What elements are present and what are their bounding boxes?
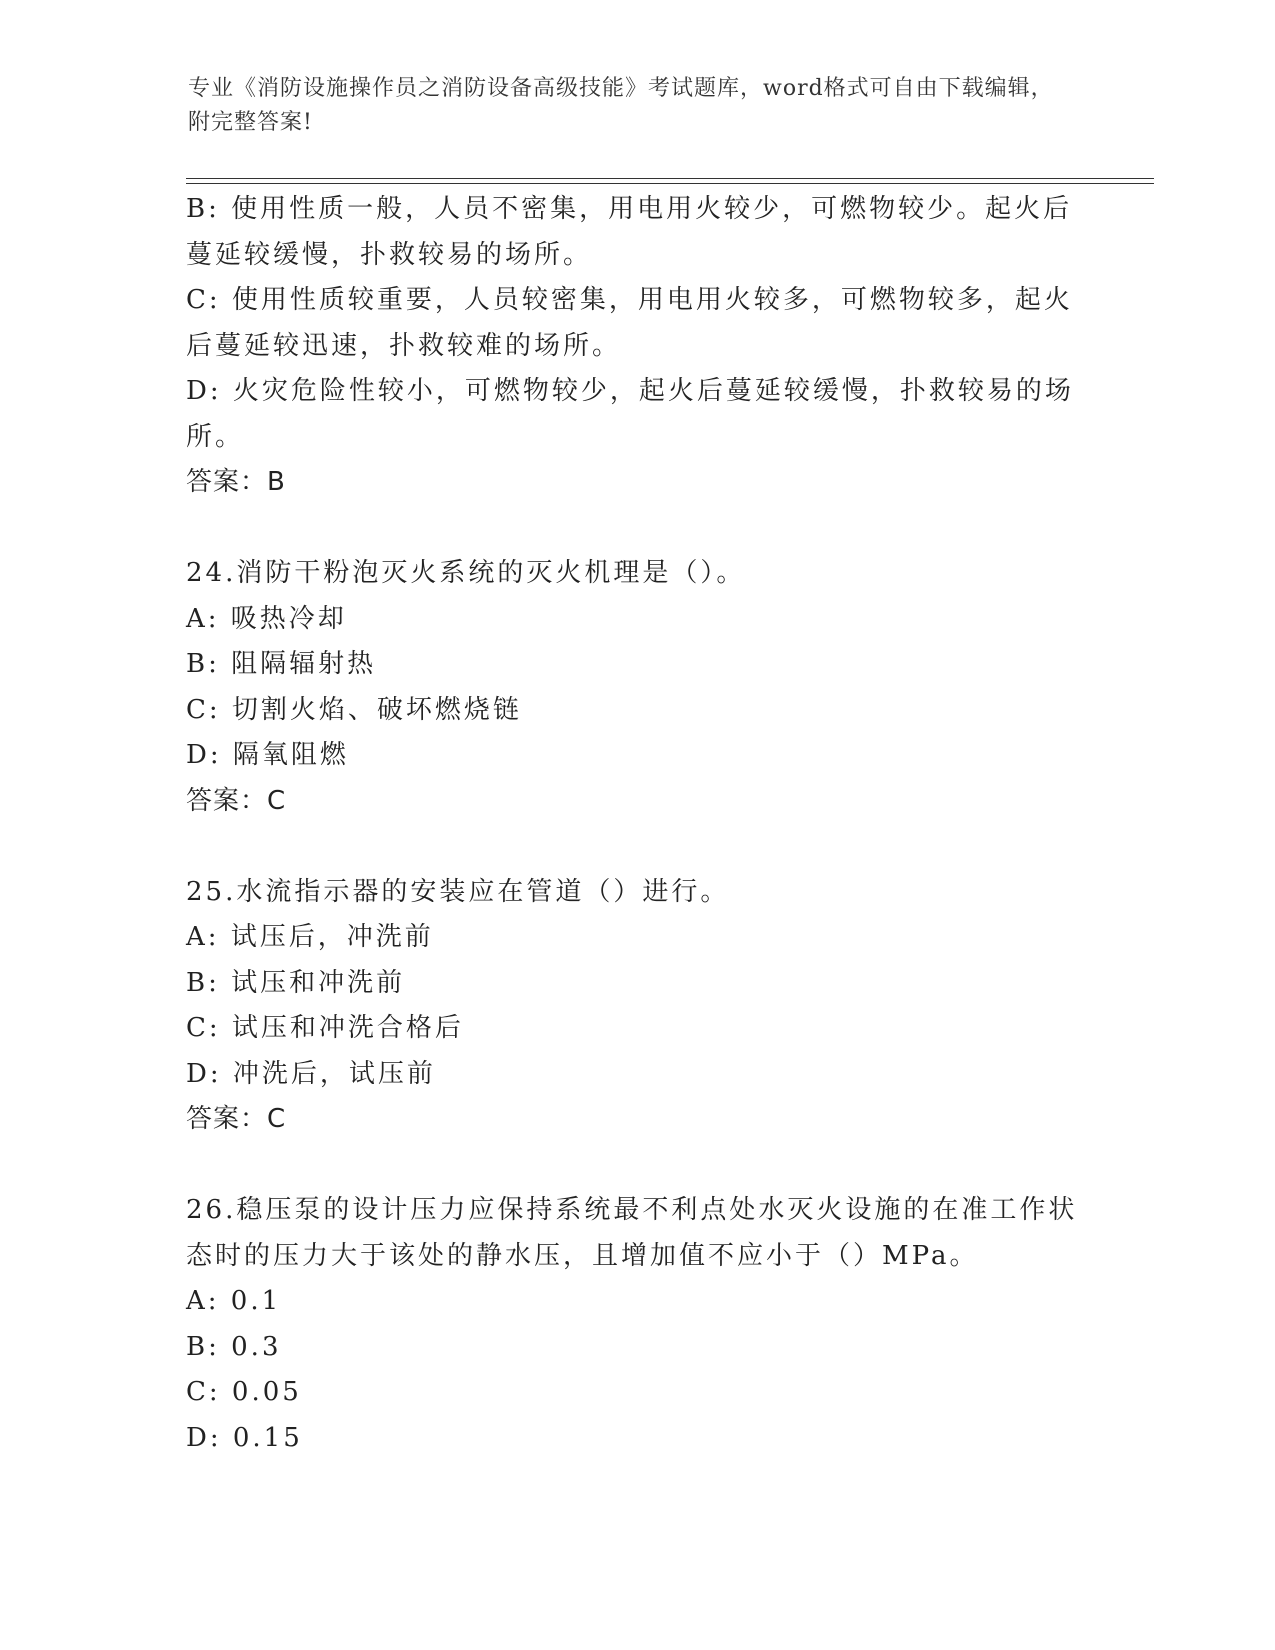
answer: 答案：B (186, 467, 286, 497)
question-stem: 26.稳压泵的设计压力应保持系统最不利点处水灭火设施的在准工作状态时的压力大于该处的静水压，且增加值不应小于（）MPa。 (186, 1195, 1078, 1271)
option-c: C: 试压和冲洗合格后 (186, 1013, 464, 1043)
spacer (186, 506, 1086, 552)
option-d: D: 隔氧阻燃 (186, 740, 349, 770)
question-stem: 25.水流指示器的安装应在管道（）进行。 (186, 876, 730, 907)
answer: 答案：C (186, 785, 287, 816)
header-divider-bottom (186, 183, 1154, 184)
document-header (188, 72, 1068, 140)
question-25 (186, 870, 1086, 1143)
question-stem: 24.消防干粉泡灭火系统的灭火机理是（）。 (186, 558, 746, 588)
option-a: A: 吸热冷却 (186, 603, 347, 634)
answer: 答案：C (186, 1104, 287, 1134)
option-b: B: 阻隔辐射热 (186, 649, 377, 679)
option-d: D: 0.15 (186, 1422, 303, 1453)
option-c: C: 切割火焰、破坏燃烧链 (186, 694, 522, 725)
option-c: C: 0.05 (186, 1377, 302, 1407)
option-b: B: 试压和冲洗前 (186, 967, 406, 998)
option-c: C: 使用性质较重要，人员较密集，用电用火较多，可燃物较多，起火后蔓延较迅速，扑救较难的场所。 (186, 285, 1073, 361)
option-d: D: 火灾危险性较小，可燃物较少，起火后蔓延较缓慢，扑救较易的场所。 (186, 376, 1074, 452)
spacer (186, 824, 1086, 870)
option-b: B: 使用性质一般，人员不密集，用电用火较少，可燃物较少。起火后蔓延较缓慢，扑救较易的场所。 (186, 194, 1073, 270)
spacer (186, 1143, 1086, 1189)
question-23-tail (186, 187, 1086, 506)
question-24 (186, 551, 1086, 824)
option-b: B: 0.3 (186, 1331, 282, 1362)
question-26 (186, 1188, 1086, 1461)
header-text: 专业《消防设施操作员之消防设备高级技能》考试题库，word格式可自由下载编辑，附完整答案! (188, 76, 1054, 135)
question-content (186, 187, 1086, 1461)
option-a: A: 0.1 (186, 1286, 282, 1316)
option-d: D: 冲洗后，试压前 (186, 1058, 436, 1089)
header-divider-top (186, 178, 1154, 179)
option-a: A: 试压后，冲洗前 (186, 922, 434, 952)
